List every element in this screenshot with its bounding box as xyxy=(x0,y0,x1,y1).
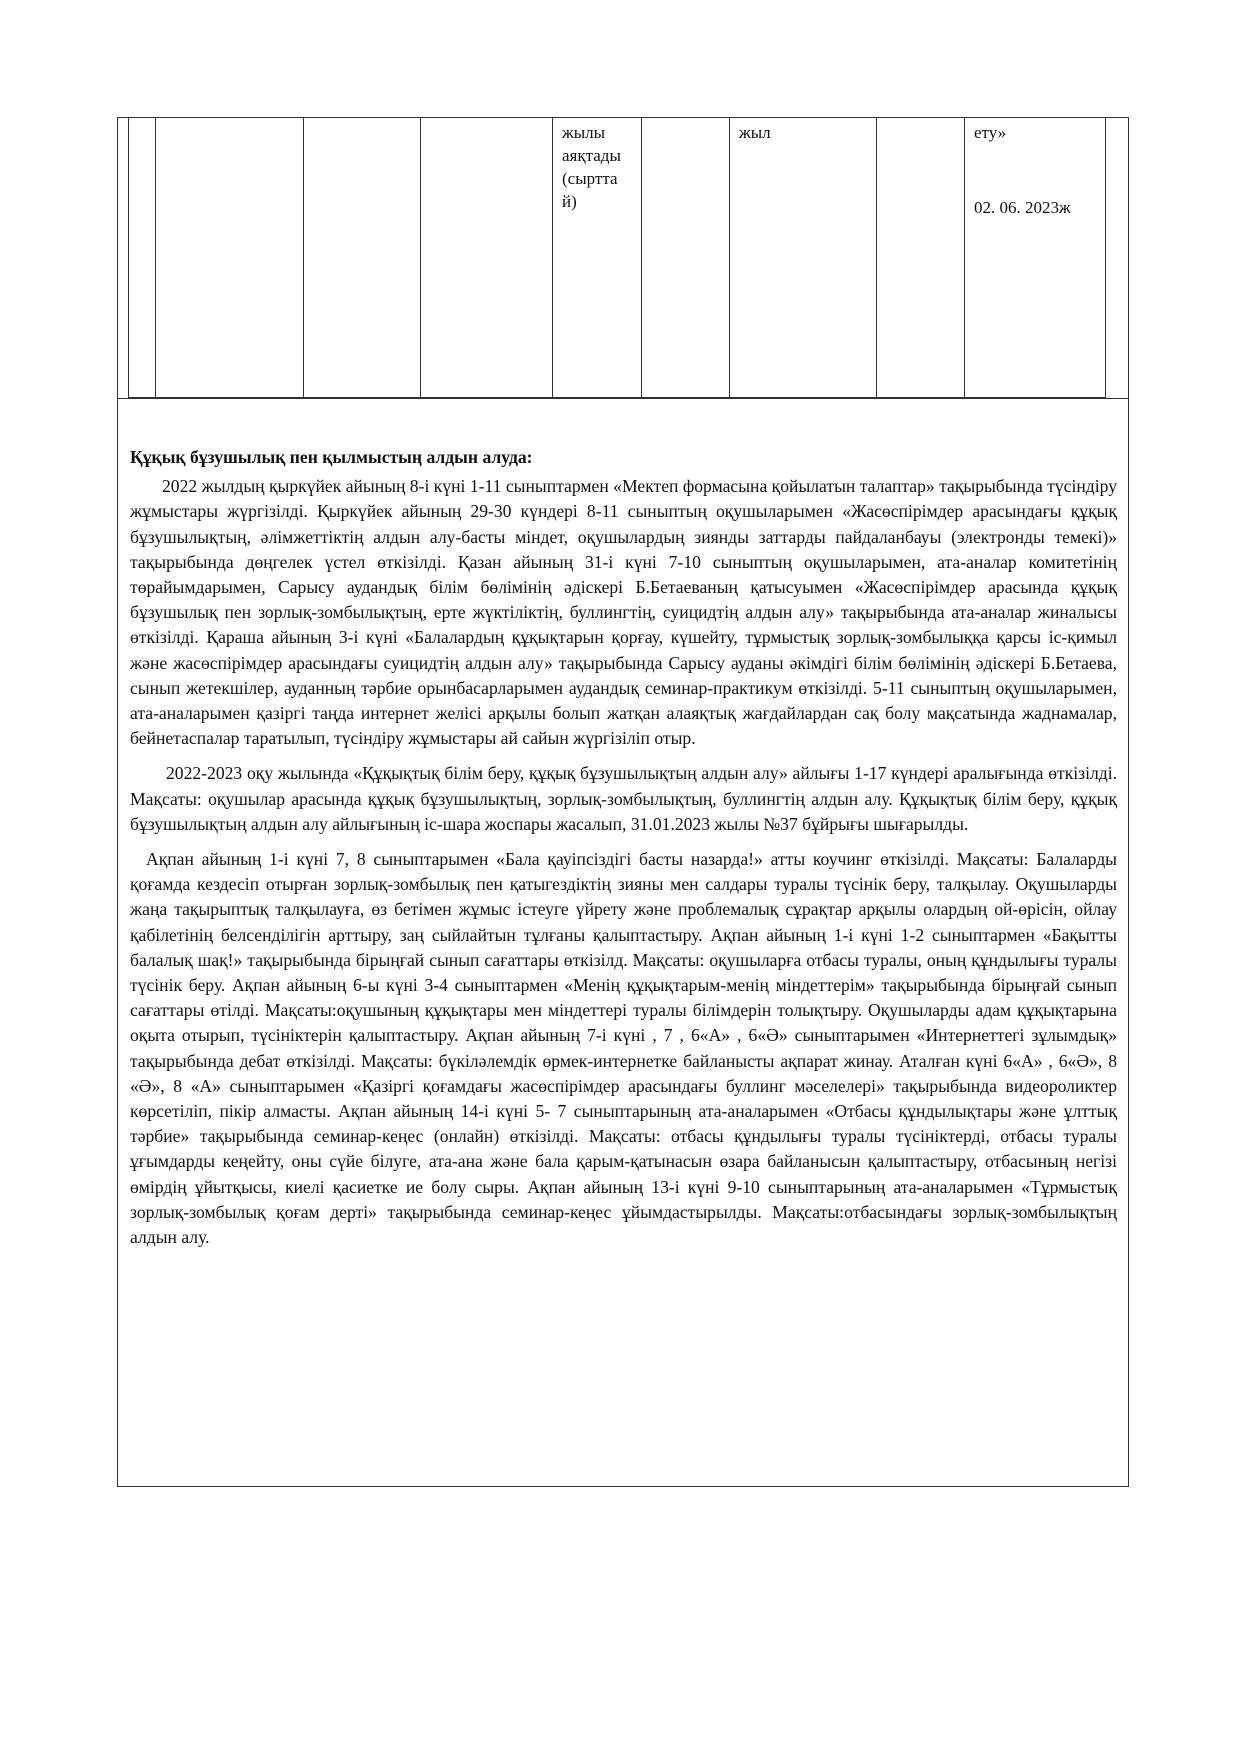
cell-line: (сыртта xyxy=(562,169,618,188)
table-cell xyxy=(129,118,156,398)
table-cell xyxy=(156,118,304,398)
table-fragment xyxy=(128,118,1105,398)
section-heading: Құқық бұзушылық пен қылмыстың алдын алуда: xyxy=(130,447,533,467)
table-cell-year xyxy=(730,118,877,398)
cell-line: аяқтады xyxy=(562,146,621,165)
table-cell xyxy=(304,118,421,398)
cell-line: ету» xyxy=(974,123,1007,142)
table-cell-date xyxy=(965,118,1106,398)
section-content xyxy=(130,445,1117,1260)
table-bottom-rule xyxy=(118,398,1128,399)
cell-line: жыл xyxy=(739,123,771,142)
cell-date: 02. 06. 2023ж xyxy=(974,198,1071,217)
table-cell-status xyxy=(553,118,642,398)
cell-line: жылы xyxy=(562,123,606,142)
table-cell xyxy=(642,118,730,398)
table-cell xyxy=(421,118,553,398)
cell-line: й) xyxy=(562,192,577,211)
paragraph-3: Ақпан айының 1-і күні 7, 8 сыныптарымен «Бала қауіпсіздігі басты назарда!» атты коучинг өткізілді. Мақсаты: Балаларды қоғамда кездесіп отырған зорлық-зомбылық пен қатыгездіктің зияны мен салдары туралы түсінік беру, талқылау. Оқушыларды жаңа тақырыптық талқылауға, өз бетімен жұмыс істеуге үйрету және проблемалық сұрақтар арқылы олардың ой-өрісін, ойлау қабілетінің белсенділігін арттыру, заң сыйлайтын тұлғаны қалыптастыру. Ақпан айының 1-і күні 1-2 сыныптармен «Бақытты балалық шақ!» тақырыбында бірыңғай сынып сағаттары өткізілд. Мақсаты: оқушыларға отбасы туралы, оның құндылығы туралы түсінік беру. Ақпан айының 6-ы күні 3-4 сыныптармен «Менің құқықтарым-менің міндеттерім» тақырыбында бірыңғай сынып сағаттары өтілді. Мақсаты:оқушының құқықтары мен міндеттері туралы білімдерін толықтыру. Оқушыларды адам құқықтарына оқыта отырып, түсініктерін қалыптастыру. Ақпан айының 7-і күні , 7 , 6«А» , 6«Ә» сыныптарымен «Интернеттегі зұлымдық» тақырыбында дебат өткізілді. Мақсаты: бүкіләлемдік өрмек-интернетке байланысты ақпарат жинау. Аталған күні 6«А» , 6«Ә», 8 «Ә», 8 «А» сыныптарымен «Қазіргі қоғамдағы жасөспірімдер арасындағы буллинг мәселелері» тақырыбында видеороликтер көрсетіліп, пікір алмасты. Ақпан айының 14-і күні 5- 7 сыныптарының ата-аналарымен «Отбасы құндылықтары және ұлттық тәрбие» тақырыбында семинар-кеңес (онлайн) өткізілді. Мақсаты: отбасы құндылығы туралы түсініктерді, отбасы туралы ұғымдарды кеңейту, оны сүйе білуге, ата-ана және бала қарым-қатынасын өзара байланысын қалыптастыру, отбасының негізі өмірдің ұйытқысы, киелі қасиетке ие болу сыры. Ақпан айының 13-і күні 9-10 сыныптарының ата-аналарымен «Тұрмыстық зорлық-зомбылық қоғам дерті» тақырыбында семинар-кеңес ұйымдастырылды. Мақсаты:отбасындағы зорлық-зомбылықтың алдын алу. xyxy=(130,849,1117,1248)
table-cell xyxy=(877,118,965,398)
paragraph-2: 2022-2023 оқу жылында «Құқықтық білім беру, құқық бұзушылықтың алдын алу» айлығы 1-17 күндері аралығында өткізілді. Мақсаты: оқушылар арасында құқық бұзушылықтың, зорлық-зомбылықтың, буллингтің алдын алу. Құқықтық білім беру, құқық бұзушылықтың алдын алу айлығының іс-шара жоспары жасалып, 31.01.2023 жылы №37 бұйрығы шығарылды. xyxy=(130,763,1117,834)
paragraph-1: 2022 жылдың қыркүйек айының 8-і күні 1-11 сыныптармен «Мектеп формасына қойылатын талаптар» тақырыбында түсіндіру жұмыстары жүргізілді. Қыркүйек айының 29-30 күндері 8-11 сыныптың оқушыларымен «Жасөспірімдер арасындағы құқық бұзушылықтың, әлімжеттіктің алдын алу-басты міндет, оқушылардың зиянды заттарды пайдаланбауы (электронды темекі)» тақырыбында дөңгелек үстел өткізілді. Қазан айының 31-і күні 7-10 сыныптың оқушыларымен, ата-аналар комитетінің төрайымдарымен, Сарысу аудандық білім бөлімінің әдіскері Б.Бетаеваның қатысуымен «Жасөспірімдер арасында құқық бұзушылық пен зорлық-зомбылықтың, ерте жүктіліктің, буллингтің, суицидтің алдын алу» тақырыбында ата-аналар жиналысы өткізілді. Қараша айының 3-і күні «Балалардың құқықтарын қорғау, күшейту, тұрмыстық зорлық-зомбылыққа қарсы іс-қимыл және жасөспірімдер арасындағы суицидтің алдын алу» тақырыбында Сарысу ауданы әкімдігі білім бөлімінің әдіскері Б.Бетаева, сынып жетекшілер, ауданның тәрбие орынбасарларымен аудандық семинар-практикум өткізілді. 5-11 сыныптың оқушыларымен, ата-аналарымен қазіргі таңда интернет желісі арқылы болып жатқан алаяқтық жағдайлардан сақ болу мақсатында жаднамалар, бейнетаспалар таратылып, түсіндіру жұмыстары ай сайын жүргізіліп отыр. xyxy=(130,476,1117,749)
document-frame xyxy=(117,117,1129,1487)
